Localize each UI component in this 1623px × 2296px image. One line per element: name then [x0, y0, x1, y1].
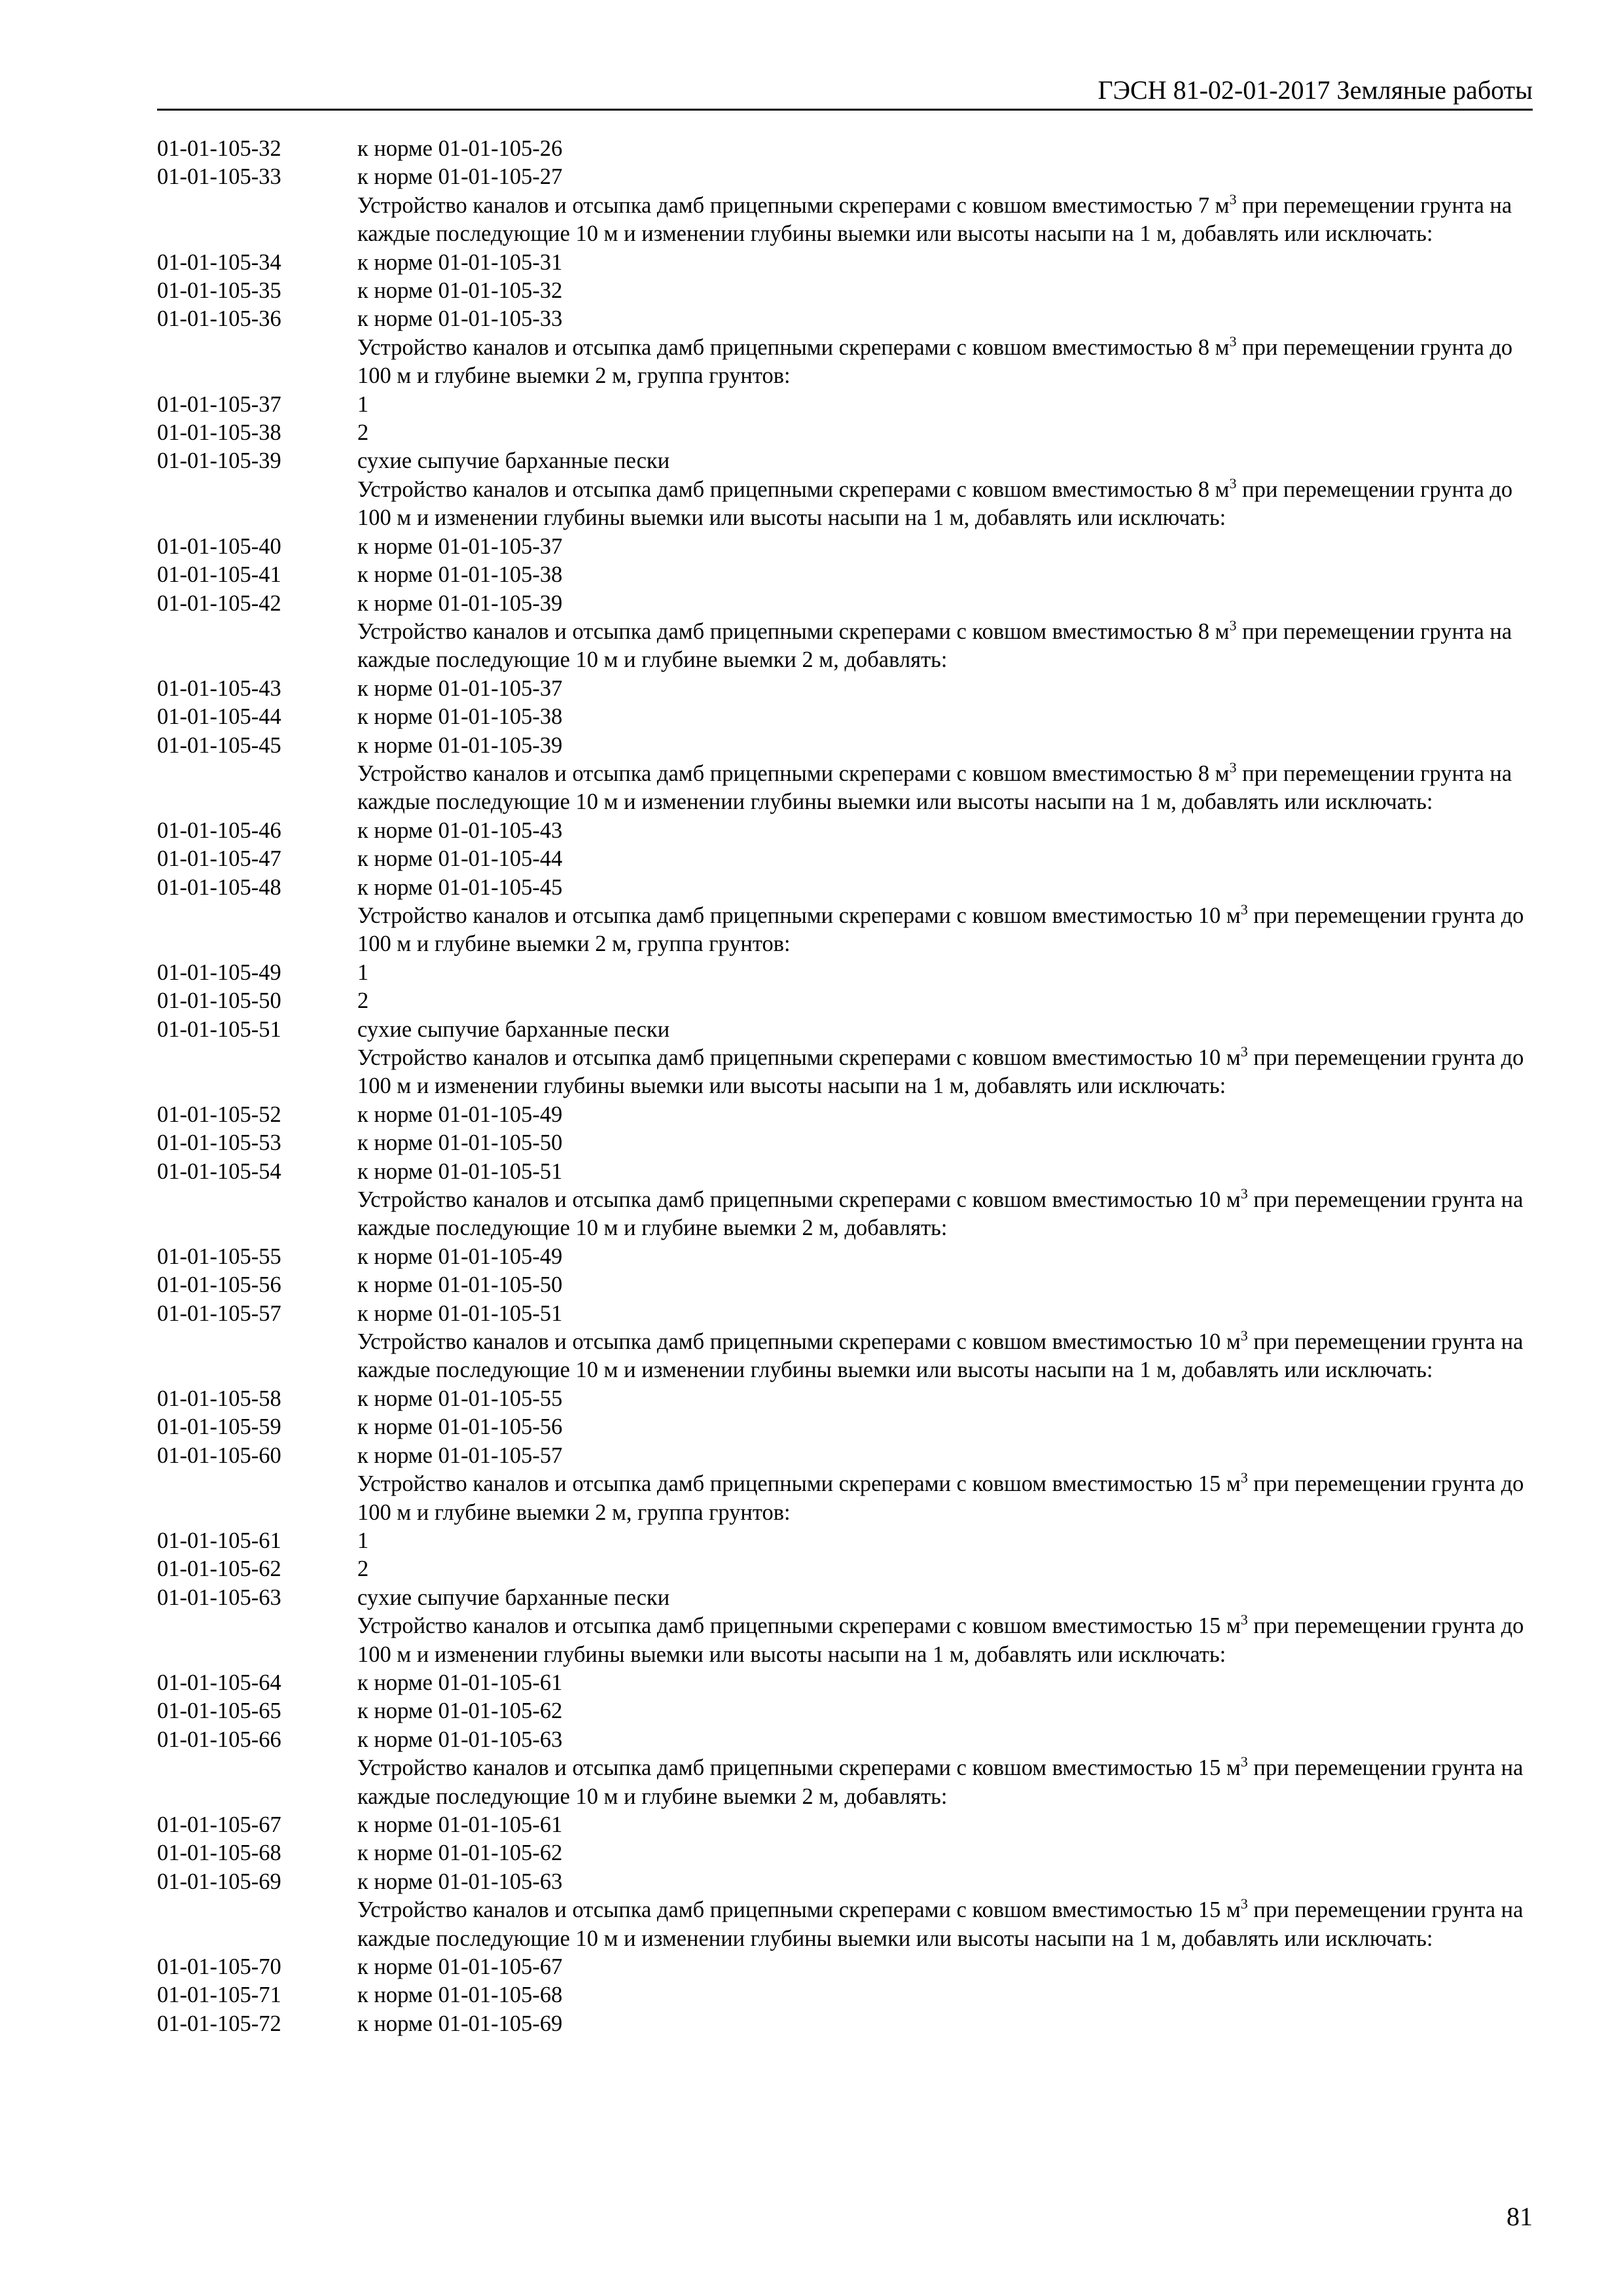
norm-description: [357, 1896, 1537, 1953]
norm-code: 01-01-105-32: [157, 136, 281, 161]
norm-description: 1: [357, 391, 369, 417]
norm-code: 01-01-105-47: [157, 846, 281, 872]
norm-row: [157, 561, 1544, 589]
description-text-continued: при перемещении грунта до 100 м и глубине выемки 2 м, группа грунтов:: [357, 903, 1524, 957]
norm-code: 01-01-105-60: [157, 1443, 281, 1468]
norm-description: к норме 01-01-105-63: [357, 1727, 563, 1752]
norm-code: 01-01-105-55: [157, 1244, 281, 1269]
norm-code: 01-01-105-51: [157, 1016, 281, 1042]
header-divider: [157, 109, 1533, 111]
description-text-continued: при перемещении грунта на каждые последующие 10 м и изменении глубины выемки или высоты насыпи на 1 м, добавлять или исключать:: [357, 192, 1512, 247]
norm-code: 01-01-105-63: [157, 1585, 281, 1610]
description-text: Устройство каналов и отсыпка дамб прицепными скреперами с ковшом вместимостью 15 м: [357, 1471, 1241, 1497]
norm-description: [357, 1328, 1537, 1385]
norm-row: [157, 419, 1544, 447]
norm-description: 1: [357, 1528, 369, 1553]
description-text: Устройство каналов и отсыпка дамб прицепными скреперами с ковшом вместимостью 8 м: [357, 619, 1230, 644]
norm-description: к норме 01-01-105-51: [357, 1300, 563, 1326]
unit-exponent: 3: [1229, 190, 1237, 207]
norm-row: [157, 533, 1544, 561]
norm-row: [157, 1697, 1544, 1725]
unit-exponent: 3: [1240, 1327, 1248, 1344]
norm-description: 2: [357, 1556, 369, 1582]
description-text-continued: при перемещении грунта до 100 м и глубине выемки 2 м, группа грунтов:: [357, 334, 1513, 389]
norm-section-heading: [157, 1328, 1544, 1385]
norm-row: [157, 703, 1544, 731]
norm-code: 01-01-105-59: [157, 1414, 281, 1440]
norm-code: 01-01-105-65: [157, 1698, 281, 1724]
norm-description: к норме 01-01-105-57: [357, 1443, 563, 1468]
norm-row: [157, 1868, 1544, 1896]
norm-section-heading: [157, 1044, 1544, 1101]
norm-row: [157, 1016, 1544, 1044]
norm-description: [357, 1470, 1537, 1527]
norm-description: к норме 01-01-105-43: [357, 817, 563, 843]
norm-description: [357, 1186, 1537, 1243]
norm-row: [157, 1839, 1544, 1867]
norm-code: 01-01-105-70: [157, 1954, 281, 1979]
norm-description: [357, 192, 1537, 249]
norm-code: 01-01-105-43: [157, 675, 281, 701]
norm-row: [157, 874, 1544, 902]
norm-description: к норме 01-01-105-44: [357, 846, 563, 872]
unit-exponent: 3: [1240, 1611, 1248, 1628]
norm-code: [157, 1044, 357, 1101]
unit-exponent: 3: [1229, 759, 1237, 776]
norm-row: [157, 135, 1544, 163]
norm-section-heading: [157, 476, 1544, 533]
norm-description: к норме 01-01-105-62: [357, 1698, 563, 1724]
norm-code: [157, 1612, 357, 1669]
norm-code: 01-01-105-67: [157, 1812, 281, 1837]
norm-description: к норме 01-01-105-49: [357, 1102, 563, 1127]
norm-description: к норме 01-01-105-33: [357, 306, 563, 332]
norm-row: [157, 987, 1544, 1015]
norm-description: к норме 01-01-105-61: [357, 1812, 563, 1837]
norm-code: 01-01-105-52: [157, 1102, 281, 1127]
description-text: Устройство каналов и отсыпка дамб прицепными скреперами с ковшом вместимостью 8 м: [357, 761, 1230, 786]
norm-code: 01-01-105-42: [157, 590, 281, 616]
norm-row: [157, 249, 1544, 277]
norm-description: [357, 1044, 1537, 1101]
description-text: Устройство каналов и отсыпка дамб прицепными скреперами с ковшом вместимостью 10 м: [357, 1187, 1241, 1213]
norm-code: [157, 1470, 357, 1527]
norm-code: 01-01-105-49: [157, 960, 281, 985]
norm-row: [157, 447, 1544, 475]
norm-row: [157, 1981, 1544, 2009]
norm-row: [157, 1385, 1544, 1413]
norm-row: [157, 959, 1544, 987]
norm-code: 01-01-105-66: [157, 1727, 281, 1752]
norm-row: [157, 391, 1544, 419]
norm-row: [157, 590, 1544, 618]
description-text-continued: при перемещении грунта на каждые последующие 10 м и изменении глубины выемки или высоты насыпи на 1 м, добавлять или исключать:: [357, 1897, 1524, 1951]
norms-list: [157, 135, 1544, 2038]
norm-description: сухие сыпучие барханные пески: [357, 1016, 670, 1042]
norm-row: [157, 817, 1544, 845]
description-text: Устройство каналов и отсыпка дамб прицепными скреперами с ковшом вместимостью 10 м: [357, 1045, 1241, 1070]
norm-row: [157, 1158, 1544, 1186]
norm-row: [157, 277, 1544, 305]
description-text: Устройство каналов и отсыпка дамб прицепными скреперами с ковшом вместимостью 15 м: [357, 1613, 1241, 1639]
norm-code: 01-01-105-45: [157, 732, 281, 758]
norm-description: к норме 01-01-105-38: [357, 562, 563, 588]
norm-section-heading: [157, 334, 1544, 391]
norm-row: [157, 1101, 1544, 1129]
norm-row: [157, 1243, 1544, 1271]
description-text-continued: при перемещении грунта до 100 м и изменении глубины выемки или высоты насыпи на 1 м, добавлять или исключать:: [357, 1613, 1524, 1667]
norm-code: 01-01-105-50: [157, 988, 281, 1014]
unit-exponent: 3: [1229, 332, 1237, 350]
description-text-continued: при перемещении грунта на каждые последующие 10 м и глубине выемки 2 м, добавлять:: [357, 619, 1512, 673]
norm-code: 01-01-105-53: [157, 1130, 281, 1156]
unit-exponent: 3: [1240, 1469, 1248, 1486]
unit-exponent: 3: [1229, 475, 1237, 492]
unit-exponent: 3: [1240, 1895, 1248, 1912]
page-number: 81: [1507, 2202, 1533, 2231]
norm-row: [157, 1271, 1544, 1299]
norm-code: 01-01-105-44: [157, 704, 281, 730]
description-text-continued: при перемещении грунта до 100 м и изменении глубины выемки или высоты насыпи на 1 м, добавлять или исключать:: [357, 476, 1513, 531]
norm-description: к норме 01-01-105-37: [357, 533, 563, 559]
norm-description: к норме 01-01-105-38: [357, 704, 563, 730]
norm-description: к норме 01-01-105-61: [357, 1670, 563, 1695]
norm-description: к норме 01-01-105-63: [357, 1869, 563, 1894]
norm-row: [157, 1413, 1544, 1441]
norm-code: [157, 1754, 357, 1811]
norm-code: 01-01-105-37: [157, 391, 281, 417]
norm-row: [157, 2010, 1544, 2038]
norm-description: к норме 01-01-105-39: [357, 732, 563, 758]
norm-description: сухие сыпучие барханные пески: [357, 448, 670, 474]
norm-code: [157, 902, 357, 959]
norm-description: сухие сыпучие барханные пески: [357, 1585, 670, 1610]
norm-row: [157, 1669, 1544, 1697]
norm-code: [157, 760, 357, 817]
norm-code: 01-01-105-69: [157, 1869, 281, 1894]
norm-code: [157, 1186, 357, 1243]
norm-code: [157, 618, 357, 675]
norm-code: 01-01-105-33: [157, 164, 281, 190]
norm-description: [357, 1612, 1537, 1669]
norm-description: к норме 01-01-105-51: [357, 1158, 563, 1184]
norm-row: [157, 1584, 1544, 1612]
norm-section-heading: [157, 1896, 1544, 1953]
norm-row: [157, 675, 1544, 703]
unit-exponent: 3: [1240, 1043, 1248, 1060]
norm-row: [157, 732, 1544, 760]
norm-row: [157, 1442, 1544, 1470]
norm-row: [157, 163, 1544, 191]
norm-description: к норме 01-01-105-68: [357, 1982, 563, 2008]
norm-description: к норме 01-01-105-31: [357, 249, 563, 275]
norm-code: 01-01-105-54: [157, 1158, 281, 1184]
description-text-continued: при перемещении грунта на каждые последующие 10 м и изменении глубины выемки или высоты насыпи на 1 м, добавлять или исключать:: [357, 761, 1512, 815]
norm-code: 01-01-105-68: [157, 1840, 281, 1866]
norm-description: [357, 1754, 1537, 1811]
norm-row: [157, 305, 1544, 333]
page-header-title: ГЭСН 81-02-01-2017 Земляные работы: [1097, 75, 1533, 105]
norm-code: 01-01-105-56: [157, 1272, 281, 1298]
norm-row: [157, 1129, 1544, 1157]
norm-code: 01-01-105-41: [157, 562, 281, 588]
norm-description: к норме 01-01-105-49: [357, 1244, 563, 1269]
norm-section-heading: [157, 902, 1544, 959]
norm-description: к норме 01-01-105-67: [357, 1954, 563, 1979]
norm-code: 01-01-105-58: [157, 1386, 281, 1411]
norm-description: к норме 01-01-105-26: [357, 136, 563, 161]
norm-description: к норме 01-01-105-32: [357, 278, 563, 304]
norm-description: [357, 476, 1537, 533]
norm-code: [157, 1896, 357, 1953]
norm-code: 01-01-105-57: [157, 1300, 281, 1326]
norm-code: 01-01-105-36: [157, 306, 281, 332]
norm-section-heading: [157, 1754, 1544, 1811]
description-text: Устройство каналов и отсыпка дамб прицепными скреперами с ковшом вместимостью 8 м: [357, 476, 1230, 502]
norm-description: к норме 01-01-105-45: [357, 874, 563, 900]
norm-description: 2: [357, 988, 369, 1014]
norm-description: к норме 01-01-105-50: [357, 1272, 563, 1298]
norm-description: [357, 902, 1537, 959]
norm-code: 01-01-105-64: [157, 1670, 281, 1695]
description-text-continued: при перемещении грунта на каждые последующие 10 м и глубине выемки 2 м, добавлять:: [357, 1187, 1524, 1241]
norm-code: 01-01-105-39: [157, 448, 281, 474]
description-text: Устройство каналов и отсыпка дамб прицепными скреперами с ковшом вместимостью 15 м: [357, 1897, 1241, 1923]
norm-description: [357, 618, 1537, 675]
norm-row: [157, 1726, 1544, 1754]
norm-code: [157, 1328, 357, 1385]
norm-section-heading: [157, 1612, 1544, 1669]
description-text: Устройство каналов и отсыпка дамб прицепными скреперами с ковшом вместимостью 10 м: [357, 1329, 1241, 1355]
norm-description: к норме 01-01-105-50: [357, 1130, 563, 1156]
norm-code: 01-01-105-48: [157, 874, 281, 900]
norm-code: 01-01-105-35: [157, 278, 281, 304]
norm-description: к норме 01-01-105-62: [357, 1840, 563, 1866]
norm-section-heading: [157, 192, 1544, 249]
norm-code: 01-01-105-40: [157, 533, 281, 559]
norm-description: к норме 01-01-105-56: [357, 1414, 563, 1440]
norm-description: к норме 01-01-105-39: [357, 590, 563, 616]
norm-code: 01-01-105-34: [157, 249, 281, 275]
norm-row: [157, 1527, 1544, 1555]
norm-code: [157, 334, 357, 391]
description-text-continued: при перемещении грунта на каждые последующие 10 м и изменении глубины выемки или высоты насыпи на 1 м, добавлять или исключать:: [357, 1329, 1524, 1383]
norm-code: 01-01-105-38: [157, 420, 281, 446]
norm-code: 01-01-105-46: [157, 817, 281, 843]
norm-description: к норме 01-01-105-69: [357, 2011, 563, 2036]
norm-section-heading: [157, 1470, 1544, 1527]
description-text: Устройство каналов и отсыпка дамб прицепными скреперами с ковшом вместимостью 7 м: [357, 192, 1230, 218]
unit-exponent: 3: [1229, 617, 1237, 634]
unit-exponent: 3: [1240, 1753, 1248, 1770]
norm-code: 01-01-105-71: [157, 1982, 281, 2008]
norm-row: [157, 1300, 1544, 1328]
norm-row: [157, 845, 1544, 873]
norm-row: [157, 1953, 1544, 1981]
norm-section-heading: [157, 618, 1544, 675]
description-text: Устройство каналов и отсыпка дамб прицепными скреперами с ковшом вместимостью 10 м: [357, 903, 1241, 928]
description-text-continued: при перемещении грунта до 100 м и изменении глубины выемки или высоты насыпи на 1 м, добавлять или исключать:: [357, 1045, 1524, 1099]
description-text: Устройство каналов и отсыпка дамб прицепными скреперами с ковшом вместимостью 15 м: [357, 1755, 1241, 1781]
description-text-continued: при перемещении грунта до 100 м и глубине выемки 2 м, группа грунтов:: [357, 1471, 1524, 1525]
norm-description: [357, 760, 1537, 817]
norm-code: 01-01-105-72: [157, 2011, 281, 2036]
norm-section-heading: [157, 760, 1544, 817]
norm-row: [157, 1811, 1544, 1839]
description-text: Устройство каналов и отсыпка дамб прицепными скреперами с ковшом вместимостью 8 м: [357, 334, 1230, 360]
unit-exponent: 3: [1240, 901, 1248, 918]
norm-description: 2: [357, 420, 369, 446]
description-text-continued: при перемещении грунта на каждые последующие 10 м и глубине выемки 2 м, добавлять:: [357, 1755, 1524, 1809]
norm-description: к норме 01-01-105-27: [357, 164, 563, 190]
norm-row: [157, 1555, 1544, 1583]
norm-code: [157, 476, 357, 533]
norm-code: [157, 192, 357, 249]
unit-exponent: 3: [1240, 1185, 1248, 1202]
norm-description: к норме 01-01-105-37: [357, 675, 563, 701]
norm-description: к норме 01-01-105-55: [357, 1386, 563, 1411]
norm-description: [357, 334, 1537, 391]
norm-code: 01-01-105-61: [157, 1528, 281, 1553]
norm-code: 01-01-105-62: [157, 1556, 281, 1582]
norm-description: 1: [357, 960, 369, 985]
norm-section-heading: [157, 1186, 1544, 1243]
